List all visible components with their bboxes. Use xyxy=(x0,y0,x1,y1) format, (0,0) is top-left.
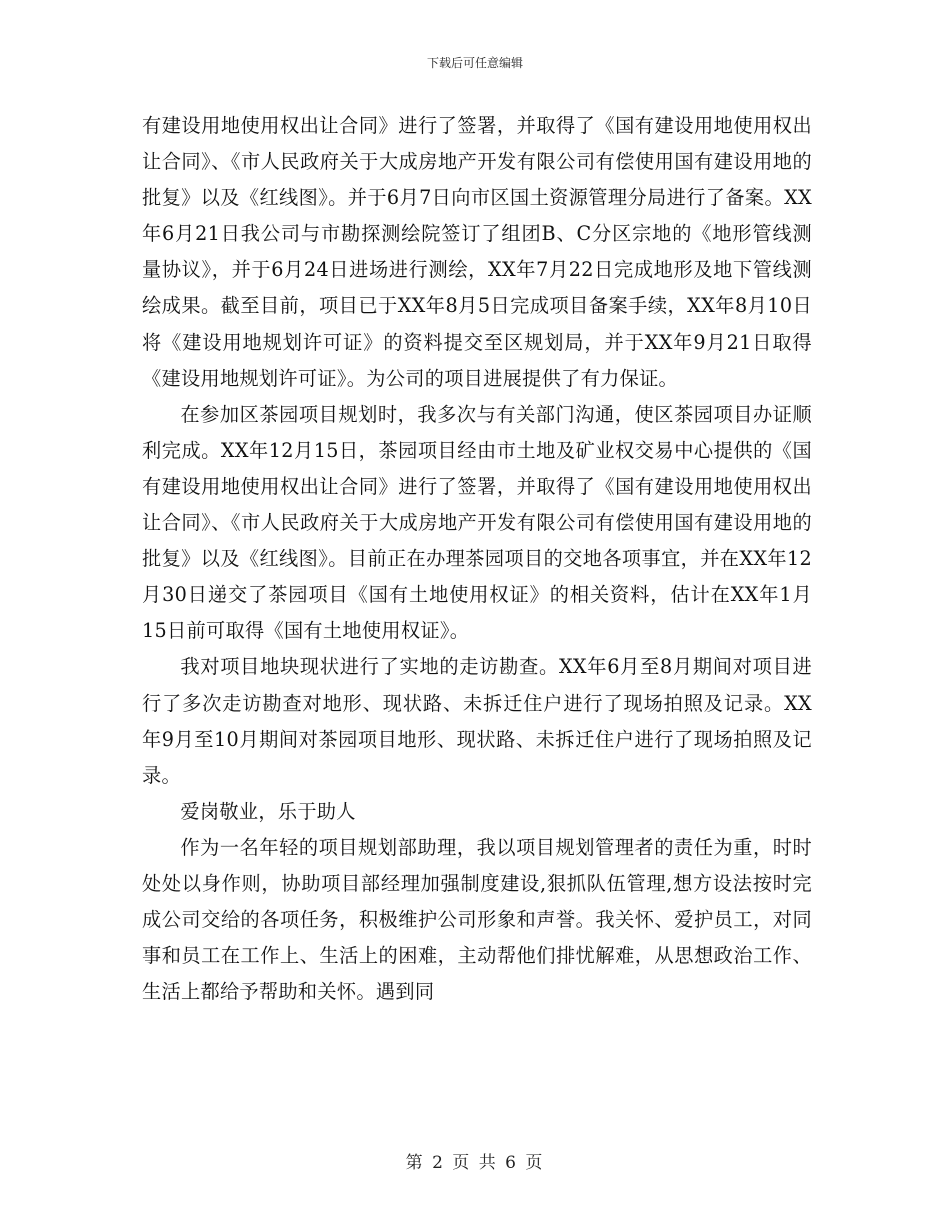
page-number-footer: 第 2 页 共 6 页 xyxy=(405,1153,545,1173)
paragraph-2: 在参加区茶园项目规划时，我多次与有关部门沟通，使区茶园项目办证顺利完成。XX年12月15日，茶园项目经由市土地及矿业权交易中心提供的《国有建设用地使用权出让合同》进行了签署，并取得了《国有建设用地使用权出让合同》、《市人民政府关于大成房地产开发有限公司有偿使用国有建设用地的批复》以及《红线图》。目前正在办理茶园项目的交地各项事宜，并在XX年12月30日递交了茶园项目《国有土地使用权证》的相关资料，估计在XX年1月15日前可取得《国有土地使用权证》。 xyxy=(142,402,812,643)
page-header-note: 下载后可任意编辑 xyxy=(426,56,523,70)
section-heading: 爱岗敬业，乐于助人 xyxy=(180,799,356,823)
paragraph-1: 有建设用地使用权出让合同》进行了签署，并取得了《国有建设用地使用权出让合同》、《市人民政府关于大成房地产开发有限公司有偿使用国有建设用地的批复》以及《红线图》。并于6月7日向市区国土资源管理分局进行了备案。XX年6月21日我公司与市勘探测绘院签订了组团B、C分区宗地的《地形管线测量协议》，并于6月24日进场进行测绘，XX年7月22日完成地形及地下管线测绘成果。截至目前，项目已于XX年8月5日完成项目备案手续，XX年8月10日将《建设用地规划许可证》的资料提交至区规划局，并于XX年9月21日取得《建设用地规划许可证》。为公司的项目进展提供了有力保证。 xyxy=(142,114,812,390)
paragraph-4: 作为一名年轻的项目规划部助理，我以项目规划管理者的责任为重，时时处处以身作则，协助项目部经理加强制度建设,狠抓队伍管理,想方设法按时完成公司交给的各项任务，积极维护公司形象和声誉。我关怀、爱护员工，对同事和员工在工作上、生活上的困难，主动帮他们排忧解难，从思想政治工作、生活上都给予帮助和关怀。遇到同 xyxy=(142,835,812,1004)
paragraph-3: 我对项目地块现状进行了实地的走访勘查。XX年6月至8月期间对项目进行了多次走访勘查对地形、现状路、未拆迁住户进行了现场拍照及记录。XX年9月至10月期间对茶园项目地形、现状路、未拆迁住户进行了现场拍照及记录。 xyxy=(142,655,812,787)
body-text xyxy=(142,108,812,1010)
